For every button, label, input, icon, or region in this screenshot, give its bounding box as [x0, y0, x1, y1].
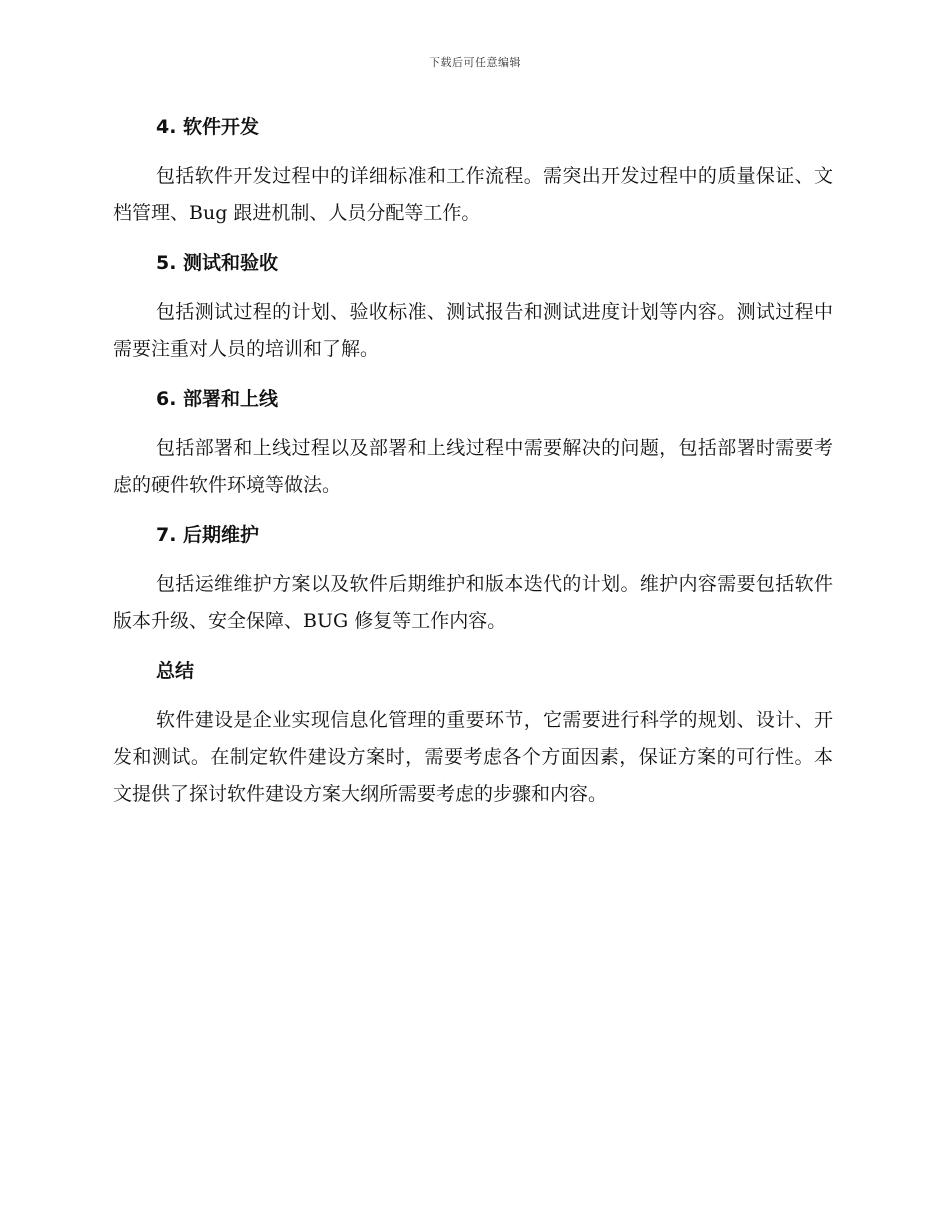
page-header: 下载后可任意编辑	[429, 56, 521, 69]
section-heading-summary: 总结	[156, 660, 195, 682]
section-paragraph-summary: 软件建设是企业实现信息化管理的重要环节，它需要进行科学的规划、设计、开发和测试。在制定软件建设方案时，需要考虑各个方面因素，保证方案的可行性。本文提供了探讨软件建设方案大纲所需要考虑的步骤和内容。	[113, 709, 833, 805]
section-paragraph-software-development: 包括软件开发过程中的详细标准和工作流程。需突出开发过程中的质量保证、文档管理、Bug 跟进机制、人员分配等工作。	[113, 165, 833, 224]
section-paragraph-deployment: 包括部署和上线过程以及部署和上线过程中需要解决的问题，包括部署时需要考虑的硬件软件环境等做法。	[113, 437, 833, 496]
section-paragraph-maintenance: 包括运维维护方案以及软件后期维护和版本迭代的计划。维护内容需要包括软件版本升级、安全保障、BUG 修复等工作内容。	[113, 573, 833, 632]
section-heading-testing-acceptance: 5. 测试和验收	[156, 252, 279, 274]
section-paragraph-testing-acceptance: 包括测试过程的计划、验收标准、测试报告和测试进度计划等内容。测试过程中需要注重对人员的培训和了解。	[113, 301, 833, 360]
document-body	[113, 110, 833, 827]
section-heading-deployment: 6. 部署和上线	[156, 388, 279, 410]
section-heading-maintenance: 7. 后期维护	[156, 524, 260, 546]
section-heading-software-development: 4. 软件开发	[156, 116, 260, 138]
